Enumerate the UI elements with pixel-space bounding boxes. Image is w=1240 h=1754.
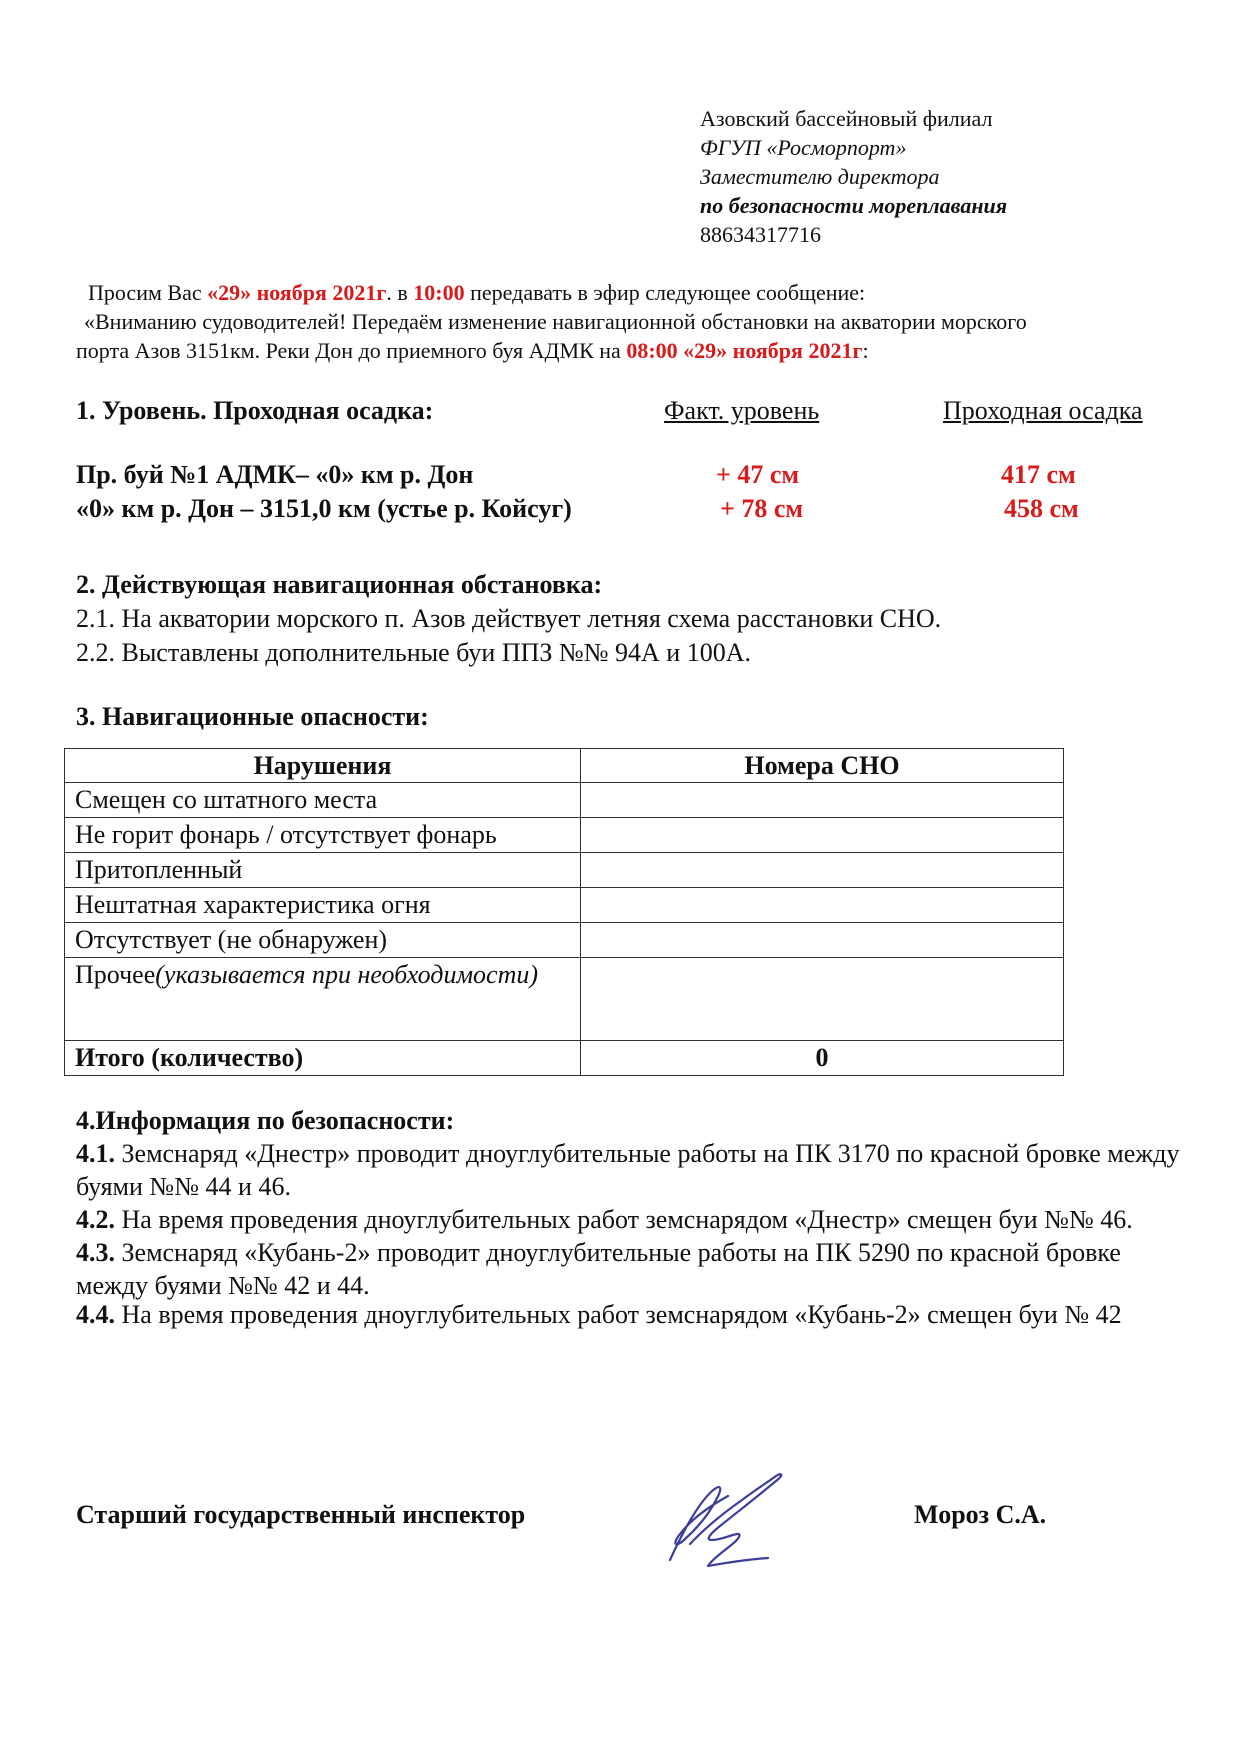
recipient-block [700,104,1007,249]
table-row [65,783,1064,818]
intro-text: передавать в эфир следующее сообщение: [464,280,866,305]
fact-level-value: + 78 см [720,494,804,523]
level-row [76,460,1186,494]
column-header-buoy-numbers: Номера СНО [581,749,1064,783]
nav-situation-item: 2.2. Выставлены дополнительные буи ППЗ №№ 94А и 100А. [76,638,751,667]
level-row [76,494,1186,528]
report-date: «29» ноября 2021г [683,338,863,363]
safety-info-item [76,1203,1186,1236]
intro-line: «Вниманию судоводителей! Передаём изменение навигационной обстановки на акватории морского [84,309,1027,334]
nav-situation-item: 2.1. На акватории морского п. Азов действует летняя схема расстановки СНО. [76,604,942,633]
table-row [65,853,1064,888]
broadcast-time: 10:00 [413,280,465,305]
segment-name: Пр. буй №1 АДМК– «0» км р. Дон [76,460,474,489]
total-value: 0 [581,1041,1064,1076]
table-row [65,818,1064,853]
violation-label: Нештатная характеристика огня [65,888,581,923]
recipient-org: Азовский бассейновый филиал [700,106,993,131]
violation-label: Отсутствует (не обнаружен) [65,923,581,958]
fact-level-value: + 47 см [716,460,800,489]
buoy-numbers-cell [581,923,1064,958]
draft-value: 458 см [1004,494,1079,523]
intro-text: . в [386,280,414,305]
report-time: 08:00 [626,338,678,363]
other-note: (указывается при необходимости) [155,960,539,989]
intro-text: порта Азов 3151км. Реки Дон до приемного буя АДМК на [76,338,627,363]
recipient-title: Заместителю директора [700,164,940,189]
buoy-numbers-cell [581,888,1064,923]
item-number: 4.1. [76,1139,115,1168]
nav-situation-heading: 2. Действующая навигационная обстановка: [76,570,603,599]
nav-situation-section [76,568,941,670]
safety-info-item [76,1236,1186,1302]
recipient-phone: 88634317716 [700,222,821,247]
broadcast-date: «29» ноября 2021г [207,280,387,305]
handwritten-signature [650,1448,810,1578]
item-text: Земснаряд «Кубань-2» проводит дноуглубительные работы на ПК 5290 по красной бровке между буями №№ 42 и 44. [76,1238,1121,1300]
table-row [65,958,1064,1041]
item-text: На время проведения дноуглубительных работ земснарядом «Кубань-2» смещен буи № 42 [115,1300,1122,1329]
item-text: Земснаряд «Днестр» проводит дноуглубительные работы на ПК 3170 по красной бровке между буями №№ 44 и 46. [76,1139,1180,1201]
level-section-header [76,396,1186,436]
signer-name: Мороз С.А. [914,1500,1047,1529]
safety-info-section [76,1104,1186,1328]
hazards-heading: 3. Навигационные опасности: [76,702,429,731]
draft-column: Проходная осадка [943,396,1143,425]
draft-value: 417 см [1001,460,1076,489]
fact-level-column: Факт. уровень [664,396,820,425]
column-header-violations: Нарушения [65,749,581,783]
request-intro [76,278,1176,365]
total-label: Итого (количество) [65,1041,581,1076]
buoy-numbers-cell [581,853,1064,888]
buoy-numbers-cell [581,818,1064,853]
table-row [65,923,1064,958]
safety-info-item [76,1137,1186,1203]
buoy-numbers-cell [581,958,1064,1041]
safety-info-heading: 4.Информация по безопасности: [76,1106,455,1135]
item-number: 4.4. [76,1300,115,1329]
buoy-numbers-cell [581,783,1064,818]
violation-label: Смещен со штатного места [65,783,581,818]
table-row [65,888,1064,923]
violation-label: Притопленный [65,853,581,888]
table-header-row [65,749,1064,783]
item-number: 4.2. [76,1205,115,1234]
other-label: Прочее [75,960,156,989]
violation-label-other [65,958,581,1041]
hazards-table [64,748,1064,1076]
intro-text: Просим Вас [88,280,208,305]
intro-text: : [862,338,869,363]
table-total-row [65,1041,1064,1076]
violation-label: Не горит фонарь / отсутствует фонарь [65,818,581,853]
recipient-department: по безопасности мореплавания [700,193,1008,218]
item-number: 4.3. [76,1238,115,1267]
recipient-company: ФГУП «Росморпорт» [700,135,907,160]
level-heading: 1. Уровень. Проходная осадка: [76,396,434,425]
signer-position: Старший государственный инспектор [76,1500,526,1529]
safety-info-item [76,1302,1186,1328]
segment-name: «0» км р. Дон – 3151,0 км (устье р. Койсуг) [76,494,572,523]
item-text: На время проведения дноуглубительных работ земснарядом «Днестр» смещен буи №№ 46. [115,1205,1133,1234]
